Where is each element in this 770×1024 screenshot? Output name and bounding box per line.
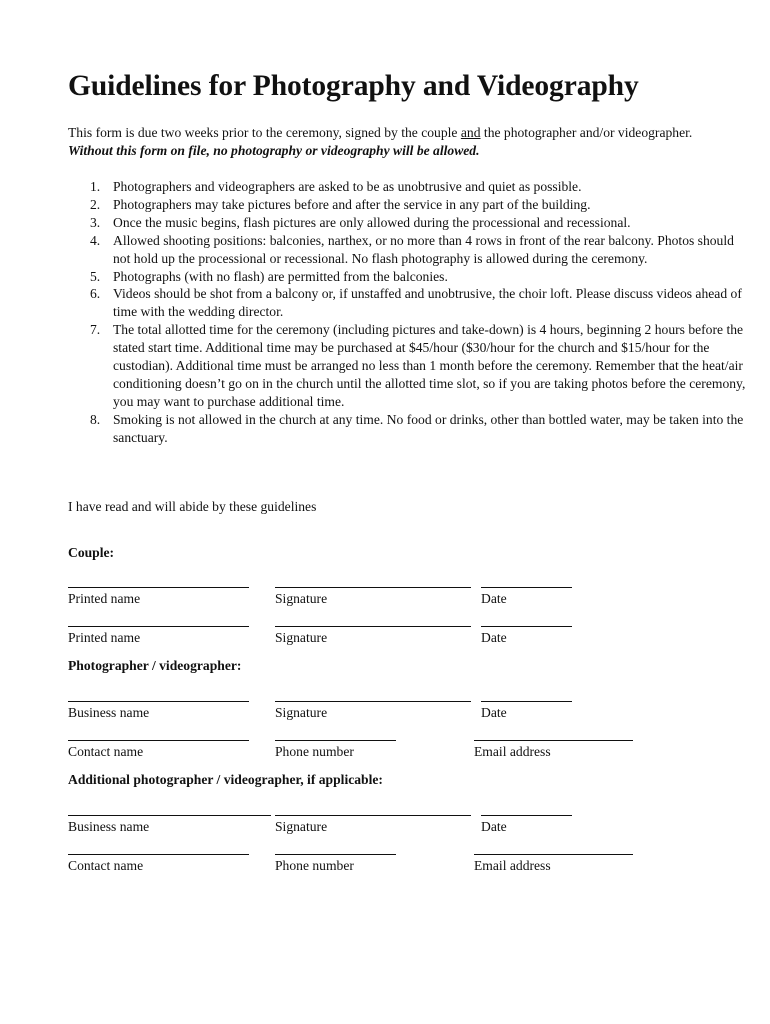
intro-underlined-word: and [460,125,481,140]
signature-label: Signature [275,705,328,720]
intro-text-2: the photographer and/or videographer. [480,125,693,140]
list-item [90,411,753,447]
photographer-contact-name-field[interactable] [68,740,249,741]
list-item [90,214,753,232]
photographer-heading: Photographer / videographer: [68,658,242,673]
guidelines-list [68,178,753,447]
list-item [90,285,753,321]
additional-date-field[interactable] [481,815,572,816]
list-number: 4. [90,232,101,248]
photographer-phone-field[interactable] [275,740,396,741]
list-item [90,196,753,214]
phone-number-label: Phone number [275,858,354,873]
business-name-label: Business name [68,819,150,834]
additional-contact-name-field[interactable] [68,854,249,855]
list-text: Videos should be shot from a balcony or, if unstaffed and unobtrusive, the choir loft. Please discuss videos ahead of time with the wedding director. [113,286,742,320]
date-label: Date [481,591,507,606]
list-number: 7. [90,322,101,338]
list-number: 2. [90,196,101,212]
photographer-email-field[interactable] [474,740,633,741]
email-address-label: Email address [474,858,551,873]
contact-name-label: Contact name [68,858,144,873]
printed-name-label: Printed name [68,630,141,645]
list-text: Photographs (with no flash) are permitted from the balconies. [113,268,448,284]
acknowledgement-text: I have read and will abide by these guidelines [68,499,317,514]
date-label: Date [481,705,507,720]
intro-paragraph [68,124,708,160]
list-text: The total allotted time for the ceremony (including pictures and take-down) is 4 hours, beginning 2 hours before the stated start time. Additional time may be purchased at $45/hour ($30/hour for the church and $15/hour for the custodian). Additional time must be arranged no less than 1 month before the ceremony. Remember that the heat/air conditioning doesn’t go on in the church until the allotted time slot, so if you are taking photos before the ceremony, you may want to purchase additional time. [113,322,746,409]
couple-signature-1-field[interactable] [275,587,471,588]
couple-signature-2-field[interactable] [275,626,471,627]
list-number: 3. [90,214,101,230]
printed-name-label: Printed name [68,591,141,606]
list-text: Allowed shooting positions: balconies, narthex, or no more than 4 rows in front of the rear balcony. Photos should not hold up the processional or recessional. No flash photography is allowed during the ceremony. [113,232,734,266]
intro-warning: Without this form on file, no photography or videography will be allowed. [68,143,480,158]
contact-name-label: Contact name [68,744,144,759]
photographer-signature-field[interactable] [275,701,471,702]
list-number: 6. [90,286,101,302]
list-text: Smoking is not allowed in the church at any time. No food or drinks, other than bottled water, may be taken into the sanctuary. [113,411,744,445]
email-address-label: Email address [474,744,551,759]
additional-photographer-heading: Additional photographer / videographer, if applicable: [68,772,383,787]
couple-date-1-field[interactable] [481,587,572,588]
list-item [90,232,753,268]
signature-label: Signature [275,591,328,606]
couple-printed-name-2-field[interactable] [68,626,249,627]
list-text: Photographers may take pictures before and after the service in any part of the building. [113,196,591,212]
signature-label: Signature [275,819,328,834]
couple-heading: Couple: [68,545,115,560]
photographer-business-name-field[interactable] [68,701,249,702]
list-text: Once the music begins, flash pictures are only allowed during the processional and recessional. [113,214,631,230]
additional-business-name-field[interactable] [68,815,271,816]
list-number: 8. [90,411,101,427]
intro-text-1: This form is due two weeks prior to the ceremony, signed by the couple [68,125,461,140]
signature-label: Signature [275,630,328,645]
list-item [90,268,753,286]
photographer-date-field[interactable] [481,701,572,702]
list-item [90,321,753,411]
business-name-label: Business name [68,705,150,720]
page-title: Guidelines for Photography and Videography [68,70,639,102]
additional-signature-field[interactable] [275,815,471,816]
list-text: Photographers and videographers are asked to be as unobtrusive and quiet as possible. [113,179,582,194]
list-item [90,178,753,196]
list-number: 1. [90,179,101,194]
couple-date-2-field[interactable] [481,626,572,627]
date-label: Date [481,819,507,834]
list-number: 5. [90,268,101,284]
additional-phone-field[interactable] [275,854,396,855]
date-label: Date [481,630,507,645]
additional-email-field[interactable] [474,854,633,855]
phone-number-label: Phone number [275,744,354,759]
couple-printed-name-1-field[interactable] [68,587,249,588]
